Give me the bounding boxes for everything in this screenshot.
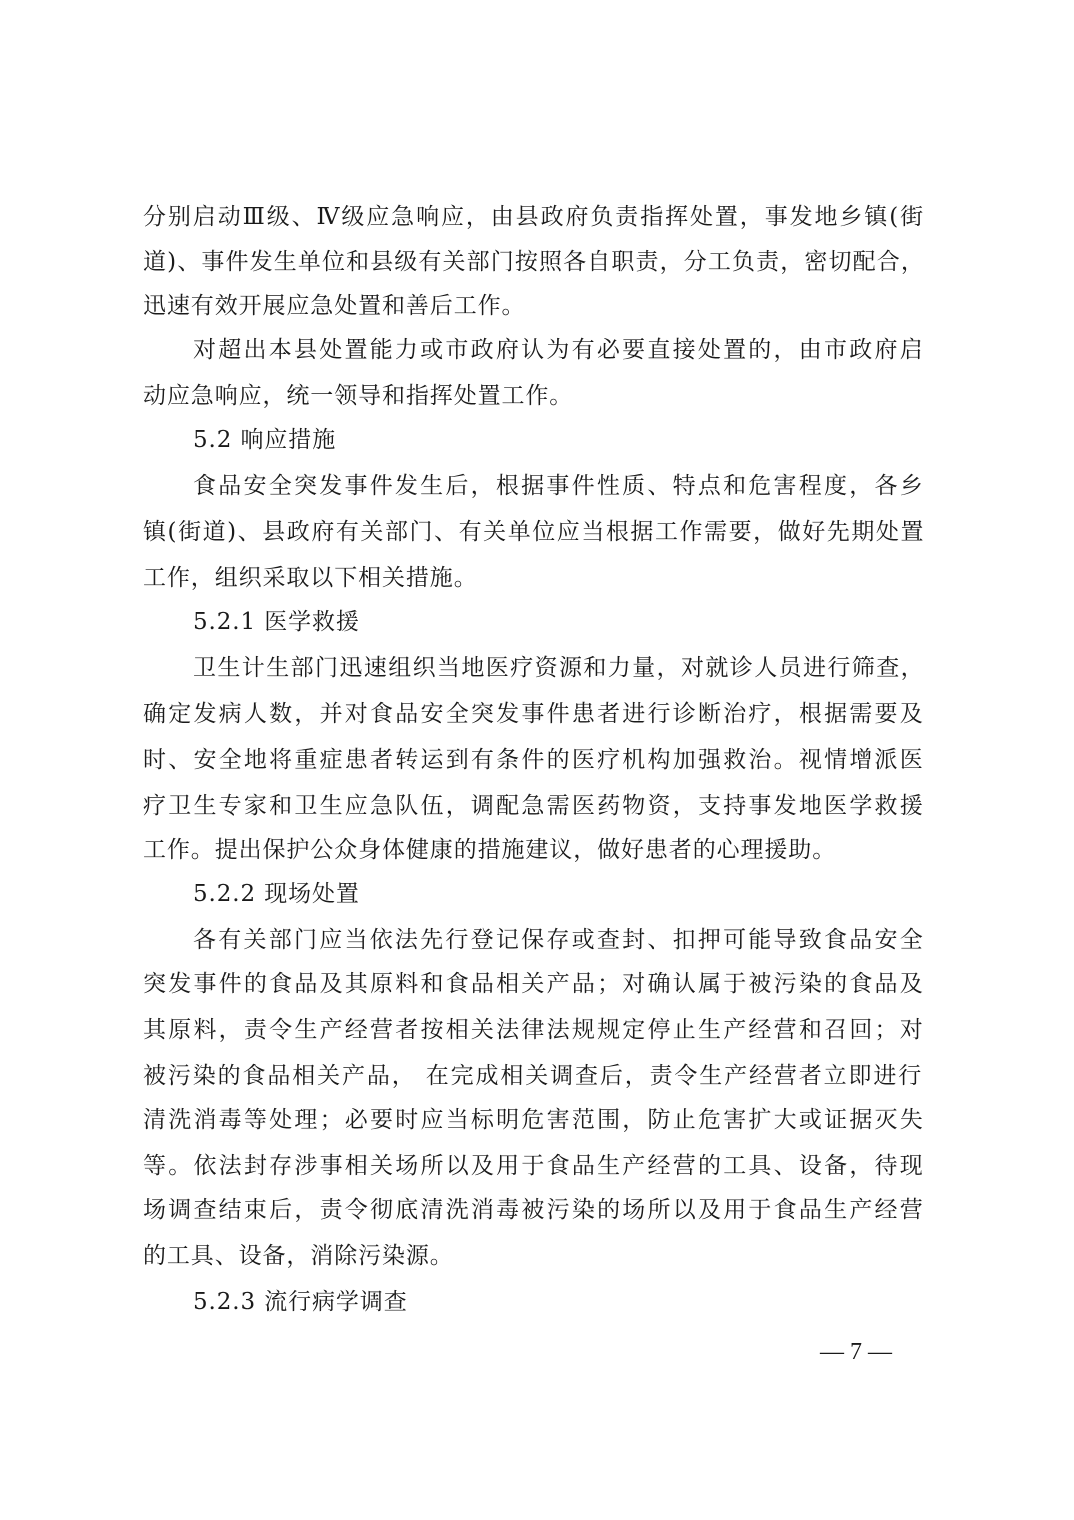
line-text: 5.2.3 流行病学调查 <box>193 1289 408 1315</box>
line-text: 卫生计生部门迅速组织当地医疗资源和力量，对就诊人员进行筛查， <box>193 655 925 681</box>
line-text: 确定发病人数，并对食品安全突发事件患者进行诊断治疗，根据需要及 <box>143 701 925 727</box>
para-line <box>143 240 1074 284</box>
line-text: 突发事件的食品及其原料和食品相关产品；对确认属于被污染的食品及 <box>143 971 925 997</box>
para-line <box>143 1008 1074 1052</box>
line-text: 5.2.2 现场处置 <box>193 881 360 907</box>
para-line <box>143 195 1074 239</box>
para-line <box>143 1144 1074 1188</box>
para-line <box>143 510 1074 554</box>
para-line <box>143 374 1074 418</box>
line-text: 场调查结束后，责令彻底清洗消毒被污染的场所以及用于食品生产经营 <box>143 1197 925 1223</box>
line-text: 时、安全地将重症患者转运到有条件的医疗机构加强救治。视情增派医 <box>143 747 925 773</box>
para-line <box>193 646 1074 690</box>
para-line <box>193 918 1074 962</box>
para-line <box>143 1188 1074 1232</box>
line-text: 道)、事件发生单位和县级有关部门按照各自职责，分工负责，密切配合， <box>143 249 925 275</box>
para-line <box>193 328 1074 372</box>
line-text: 工作，组织采取以下相关措施。 <box>143 565 478 591</box>
line-text: 5.2 响应措施 <box>193 427 337 453</box>
para-line <box>143 1234 1074 1278</box>
line-text: 镇(街道)、县政府有关部门、有关单位应当根据工作需要，做好先期处置 <box>143 519 925 545</box>
line-text: 迅速有效开展应急处置和善后工作。 <box>143 293 526 319</box>
para-line <box>143 1098 1074 1142</box>
subsection-heading <box>193 872 1074 916</box>
line-text: 的工具、设备，消除污染源。 <box>143 1243 454 1269</box>
line-text: 被污染的食品相关产品， 在完成相关调查后，责令生产经营者立即进行 <box>143 1063 924 1089</box>
line-text: 等。依法封存涉事相关场所以及用于食品生产经营的工具、设备，待现 <box>143 1153 925 1179</box>
line-text: 工作。提出保护公众身体健康的措施建议，做好患者的心理援助。 <box>143 837 837 863</box>
line-text: 对超出本县处置能力或市政府认为有必要直接处置的，由市政府启 <box>193 337 925 363</box>
para-line <box>143 556 1074 600</box>
line-text: 分别启动Ⅲ级、Ⅳ级应急响应，由县政府负责指挥处置，事发地乡镇(街 <box>143 204 925 230</box>
line-text: 5.2.1 医学救援 <box>193 609 360 635</box>
line-text: 清洗消毒等处理；必要时应当标明危害范围，防止危害扩大或证据灭失 <box>143 1107 925 1133</box>
para-line <box>143 738 1074 782</box>
page-number: — 7 — <box>820 1339 892 1365</box>
para-line <box>143 828 1074 872</box>
subsection-heading <box>193 1280 1074 1324</box>
line-text: 疗卫生专家和卫生应急队伍，调配急需医药物资，支持事发地医学救援 <box>143 793 925 819</box>
para-line <box>143 284 1074 328</box>
line-text: 各有关部门应当依法先行登记保存或查封、扣押可能导致食品安全 <box>193 927 925 953</box>
para-line <box>143 962 1074 1006</box>
section-heading <box>193 418 1074 462</box>
line-text: 其原料，责令生产经营者按相关法律法规规定停止生产经营和召回；对 <box>143 1017 925 1043</box>
subsection-heading <box>193 600 1074 644</box>
para-line <box>193 464 1074 508</box>
line-text: 动应急响应，统一领导和指挥处置工作。 <box>143 383 574 409</box>
para-line <box>143 784 1074 828</box>
line-text: 食品安全突发事件发生后，根据事件性质、特点和危害程度，各乡 <box>193 473 925 499</box>
para-line <box>143 1054 1074 1098</box>
para-line <box>143 692 1074 736</box>
